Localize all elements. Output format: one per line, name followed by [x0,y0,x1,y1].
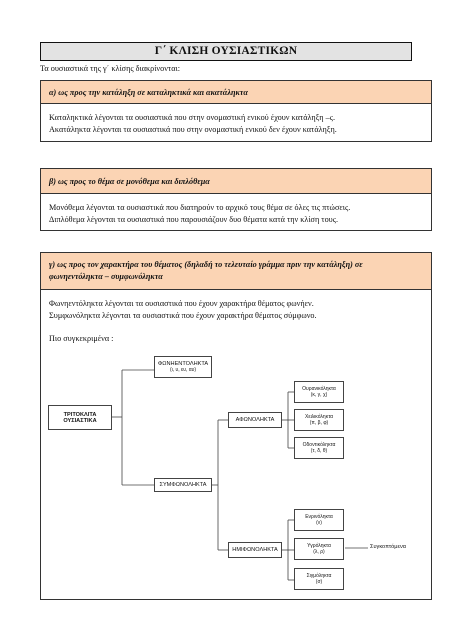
mute-node [228,412,282,428]
node-label: ΑΦΩΝΟΛΗΚΤΑ [235,417,275,423]
more-specifically-text: Πιο συγκεκριμένα : [49,334,114,343]
consonant-stem-node [154,478,212,492]
nasal-node [294,509,344,531]
node-label: ΗΜΙΦΩΝΟΛΗΚΤΑ [232,547,278,553]
node-label: Χειλικόληκτα [305,414,333,420]
definition-line: Ακατάληκτα λέγονται τα ουσιαστικά που στην ονομαστική ενικού δεν έχουν κατάληξη. [49,124,337,134]
definition-line: Μονόθεμα λέγονται τα ουσιαστικά που διατηρούν το αρχικό τους θέμα σε όλες τις πτώσεις. [49,203,351,212]
page-title: Γ΄ ΚΛΙΣΗ ΟΥΣΙΑΣΤΙΚΩΝ [40,42,412,61]
node-label: Υγρόληκτα [307,543,331,549]
node-label: Σιγμόληκτα [306,573,332,579]
node-label: ΦΩΝΗΕΝΤΟΛΗΚΤΑ [157,361,209,367]
intro-text: Τα ουσιαστικά της γ΄ κλίσης διακρίνονται: [40,64,180,73]
node-sublabel: (σ) [315,579,323,585]
node-sublabel: (ι, υ, ευ, αυ) [169,367,197,373]
node-label: ΣΥΜΦΩΝΟΛΗΚΤΑ [159,482,207,488]
node-sublabel: (π, β, φ) [309,420,329,426]
definition-line: Καταληκτικά λέγονται τα ουσιαστικά που στην ονομαστική ενικού έχουν κατάληξη –ς. [49,113,336,122]
labial-node [294,409,344,431]
definition-line: Διπλόθεμα λέγονται τα ουσιαστικά που παρουσιάζουν δυο θέματα κατά την κλίση τους. [49,214,339,224]
definition-line: Φωνηεντόληκτα λέγονται τα ουσιαστικά που έχουν χαρακτήρα θέματος φωνήεν. [49,299,314,308]
vowel-stem-node [154,356,212,378]
node-sublabel: (λ, ρ) [313,549,325,555]
sibilant-node [294,568,344,590]
node-sublabel: (τ, δ, θ) [310,448,328,454]
section-heading: α) ως προς την κατάληξη σε καταληκτικά και ακατάληκτα [41,81,431,104]
node-sublabel: (κ, γ, χ) [310,392,328,398]
section-heading: β) ως προς το θέμα σε μονόθεμα και διπλόθεμα [41,169,431,194]
root-node [48,405,112,430]
velar-node [294,381,344,403]
node-sublabel: (ν) [316,520,322,526]
node-label: Οδοντικόληκτα [302,442,336,448]
definition-line: Συμφωνόληκτα λέγονται τα ουσιαστικά που έχουν χαρακτήρα θέματος σύμφωνο. [49,310,317,320]
node-label: Ουρανικόληκτα [302,386,336,392]
syncopated-label: Συγκοπτόμενα [370,544,407,550]
node-label: Ενρινόληκτα [305,514,333,520]
liquid-node [294,538,344,560]
section-heading-line: γ) ως προς τον χαρακτήρα του θέματος (δηλαδή το τελευταίο γράμμα πριν την κατάληξη) σε [49,260,363,269]
node-label: ΤΡΙΤΟΚΛΙΤΑ ΟΥΣΙΑΣΤΙΚΑ [63,411,97,424]
section-heading-line: φωνηεντόληκτα – συμφωνόληκτα [49,272,163,281]
dental-node [294,437,344,459]
semivowel-node [228,542,282,558]
